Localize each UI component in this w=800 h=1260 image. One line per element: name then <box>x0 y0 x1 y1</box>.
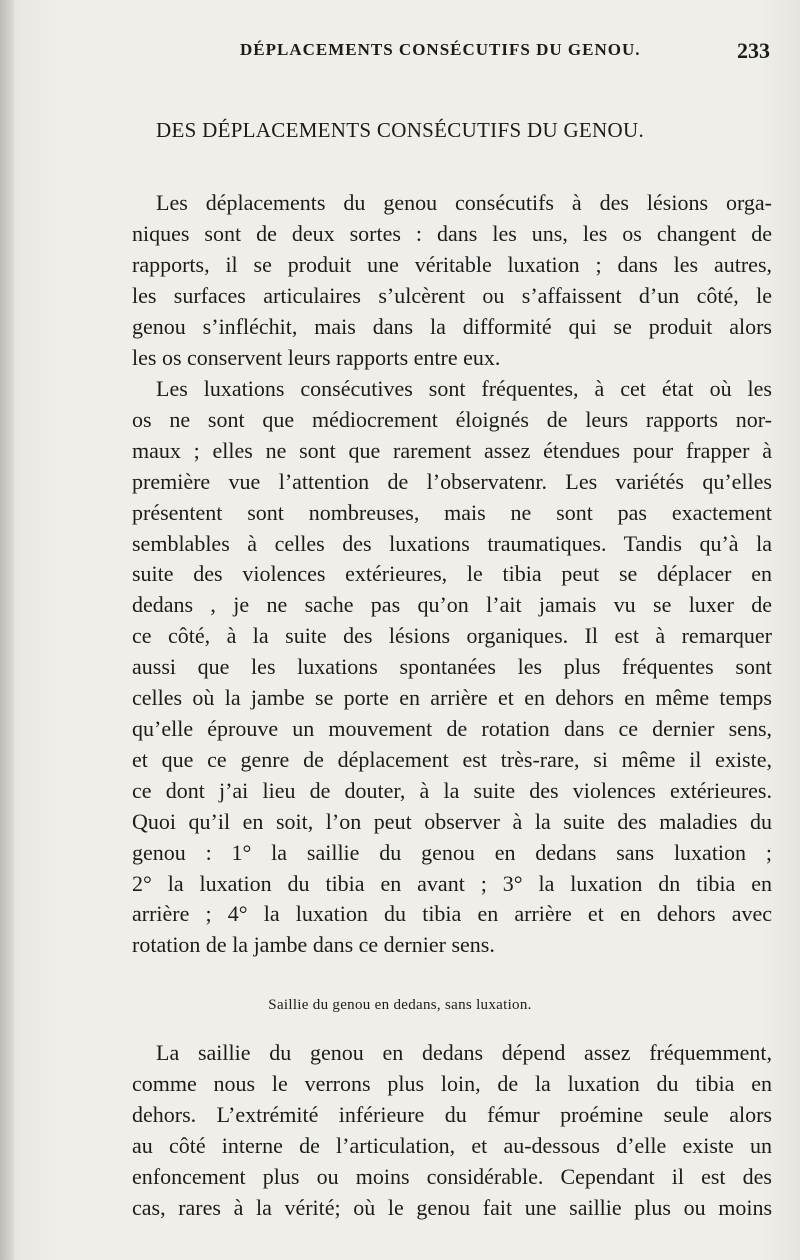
text-line: 2° la luxation du tibia en avant ; 3° la luxation dn tibia en <box>132 870 772 896</box>
text-line: celles où la jambe se porte en arrière et en dehors en même temps <box>132 685 772 711</box>
paragraph-1 <box>132 188 772 373</box>
text-line: ce dont j’ai lieu de douter, à la suite des violences extérieures. <box>132 777 772 803</box>
paragraph-2 <box>132 374 772 961</box>
text-line: os ne sont que médiocrement éloignés de leurs rapports nor- <box>132 406 772 432</box>
text-line: au côté interne de l’articulation, et au-dessous d’elle existe un <box>132 1132 772 1158</box>
section-title: DES DÉPLACEMENTS CONSÉCUTIFS DU GENOU. <box>155 118 644 142</box>
text-line: dehors. L’extrémité inférieure du fémur proémine seule alors <box>132 1101 772 1127</box>
text-line: suite des violences extérieures, le tibia peut se déplacer en <box>132 561 772 587</box>
text-line: Les luxations consécutives sont fréquentes, à cet état où les <box>156 376 772 401</box>
text-line: dedans , je ne sache pas qu’on l’ait jamais vu se luxer de <box>132 592 772 618</box>
text-line: comme nous le verrons plus loin, de la luxation du tibia en <box>132 1070 772 1096</box>
text-line: rotation de la jambe dans ce dernier sens. <box>132 932 495 958</box>
text-line: arrière ; 4° la luxation du tibia en arrière et en dehors avec <box>132 901 772 927</box>
text-line: qu’elle éprouve un mouvement de rotation dans ce dernier sens, <box>132 715 772 741</box>
text-line: première vue l’attention de l’observatenr. Les variétés qu’elles <box>132 468 772 494</box>
text-line: rapports, il se produit une véritable luxation ; dans les autres, <box>132 251 772 277</box>
text-line: et que ce genre de déplacement est très-rare, si même il existe, <box>132 746 772 772</box>
text-line: présentent sont nombreuses, mais ne sont pas exactement <box>132 499 772 525</box>
page-binding-edge <box>0 0 14 1260</box>
text-line: semblables à celles des luxations traumatiques. Tandis qu’à la <box>132 530 772 556</box>
text-line: genou s’infléchit, mais dans la difformité qui se produit alors <box>132 313 772 339</box>
text-line: niques sont de deux sortes : dans les uns, les os changent de <box>132 220 772 246</box>
text-line: La saillie du genou en dedans dépend assez fréquemment, <box>156 1040 772 1065</box>
text-line: cas, rares à la vérité; où le genou fait une saillie plus ou moins <box>132 1194 772 1220</box>
text-line: ce côté, à la suite des lésions organiques. Il est à remarquer <box>132 623 772 649</box>
text-line: les surfaces articulaires s’ulcèrent ou s’affaissent d’un côté, le <box>132 282 772 308</box>
text-line: les os conservent leurs rapports entre eux. <box>132 344 501 370</box>
running-title: DÉPLACEMENTS CONSÉCUTIFS DU GENOU. <box>240 40 641 59</box>
text-line: maux ; elles ne sont que rarement assez étendues pour frapper à <box>132 437 772 463</box>
page-number: 233 <box>737 38 770 63</box>
text-line: Les déplacements du genou consécutifs à des lésions orga- <box>156 190 772 215</box>
text-line: aussi que les luxations spontanées les plus fréquentes sont <box>132 654 772 680</box>
running-header <box>240 38 770 68</box>
text-line: enfoncement plus ou moins considérable. Cependant il est des <box>132 1163 772 1189</box>
paragraph-3 <box>132 1038 772 1223</box>
subsection-title: Saillie du genou en dedans, sans luxation. <box>268 997 532 1013</box>
text-line: genou : 1° la saillie du genou en dedans sans luxation ; <box>132 839 772 865</box>
text-line: Quoi qu’il en soit, l’on peut observer à la suite des maladies du <box>132 808 772 834</box>
